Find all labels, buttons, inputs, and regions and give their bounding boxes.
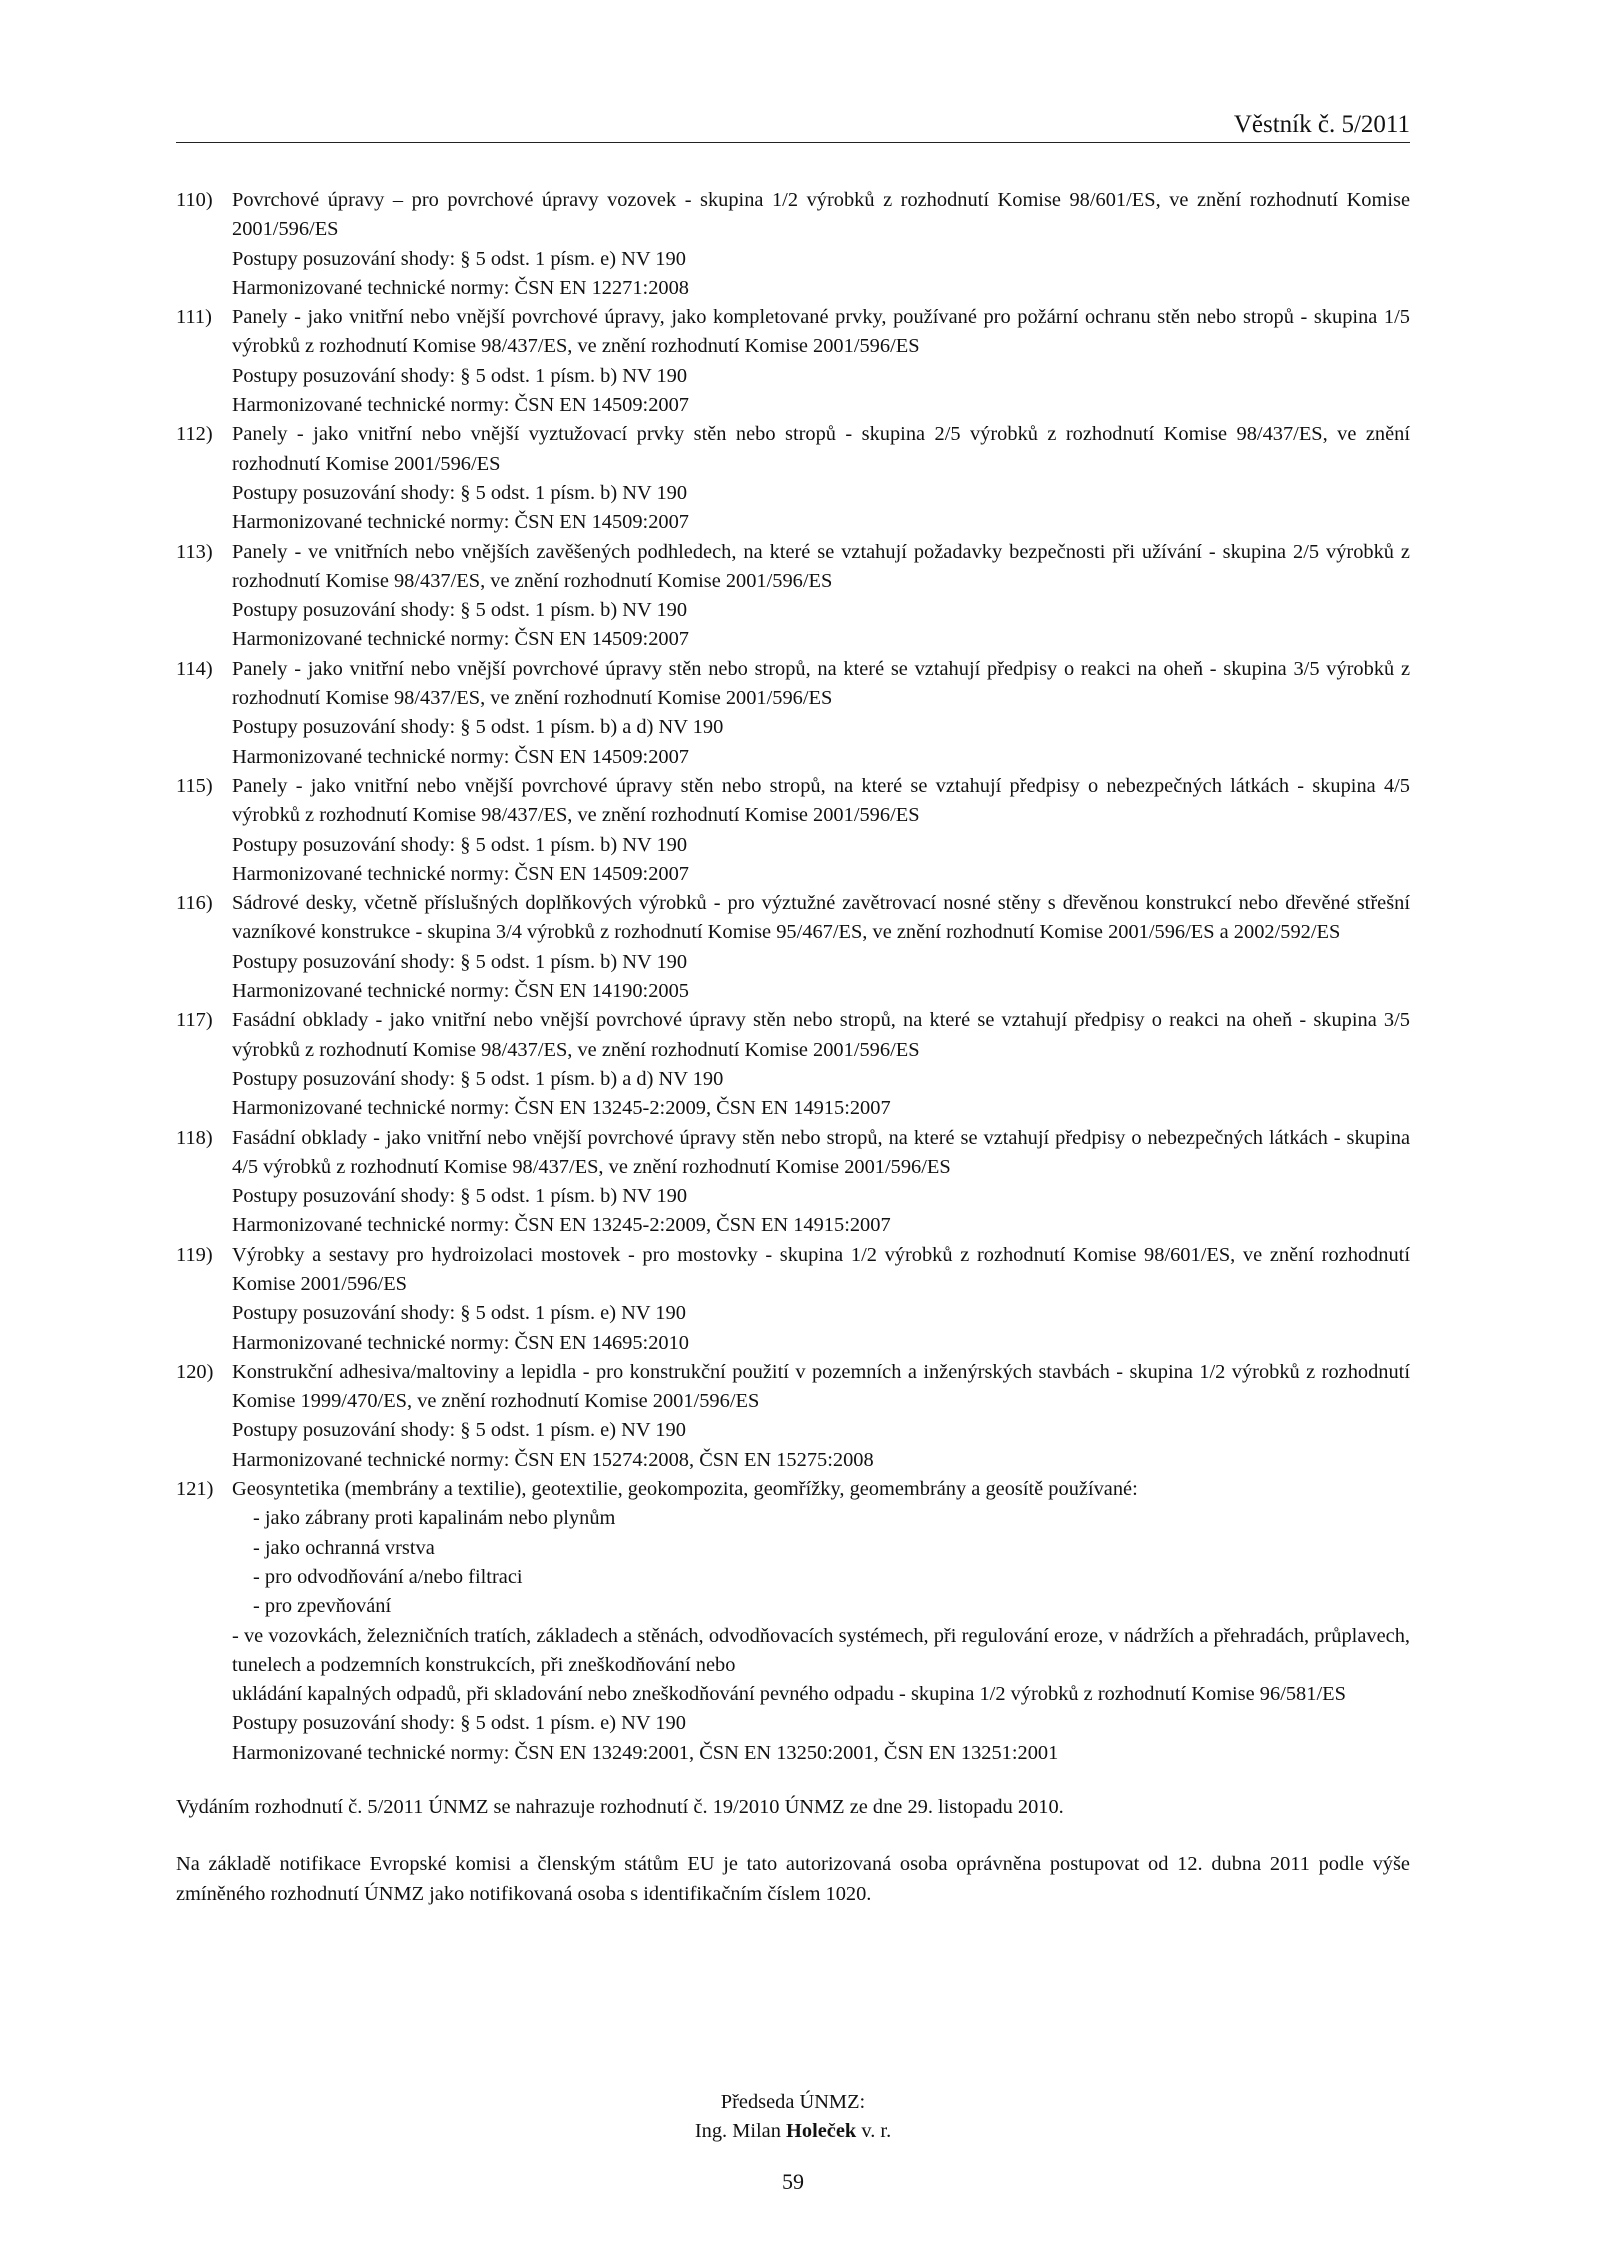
- harmonized-standards: Harmonizované technické normy: ČSN EN 14190:2005: [232, 980, 689, 1003]
- item-number: 110): [176, 189, 213, 211]
- list-item: [176, 538, 1410, 655]
- page-header: [176, 110, 1410, 143]
- assessment-procedure: Postupy posuzování shody: § 5 odst. 1 písm. b) NV 190: [232, 1185, 688, 1208]
- assessment-procedure: Postupy posuzování shody: § 5 odst. 1 písm. b) NV 190: [232, 833, 688, 856]
- list-item: [176, 186, 1410, 303]
- bullet-item: - jako ochranná vrstva: [253, 1536, 435, 1559]
- item-intro: Geosyntetika (membrány a textilie), geotextilie, geokompozita, geomřížky, geomembrány a geosítě používané:: [232, 1478, 1138, 1501]
- item-description: Povrchové úpravy – pro povrchové úpravy vozovek - skupina 1/2 výrobků z rozhodnutí Komise 98/601/ES, ve znění rozhodnutí Komise 2001/596/ES: [232, 189, 1410, 241]
- assessment-procedure: Postupy posuzování shody: § 5 odst. 1 písm. e) NV 190: [232, 247, 686, 270]
- item-number: 119): [176, 1243, 213, 1266]
- item-number: 116): [176, 892, 213, 915]
- assessment-procedure: Postupy posuzování shody: § 5 odst. 1 písm. e) NV 190: [232, 1712, 686, 1735]
- harmonized-standards: Harmonizované technické normy: ČSN EN 13245-2:2009, ČSN EN 14915:2007: [232, 1214, 891, 1237]
- assessment-procedure: Postupy posuzování shody: § 5 odst. 1 písm. b) NV 190: [232, 364, 688, 387]
- item-description: Fasádní obklady - jako vnitřní nebo vnější povrchové úpravy stěn nebo stropů, na které se vztahují předpisy o reakci na oheň - skupina 3/5 výrobků z rozhodnutí Komise 98/437/ES, ve znění rozhodnutí Komise 2001/596/ES: [232, 1009, 1410, 1061]
- main-content: [176, 186, 1410, 1909]
- page-number: 59: [782, 2169, 804, 2194]
- item-number: 111): [176, 306, 212, 329]
- usage-context-1: - ve vozovkách, železničních tratích, základech a stěnách, odvodňovacích systémech, při regulování eroze, v nádržích a přehradách, průplavech, tunelech a podzemních konstrukcích, při zneškodňování nebo: [232, 1624, 1410, 1676]
- item-description: Panely - jako vnitřní nebo vnější povrchové úpravy, jako kompletované prvky, používané pro požární ochranu stěn nebo stropů - skupina 1/5 výrobků z rozhodnutí Komise 98/437/ES, ve znění rozhodnutí Komise 2001/596/ES: [232, 306, 1410, 358]
- assessment-procedure: Postupy posuzování shody: § 5 odst. 1 písm. b) a d) NV 190: [232, 716, 724, 739]
- signatory-surname: Holeček: [786, 2120, 857, 2143]
- list-item: [176, 303, 1410, 420]
- bullet-item: - jako zábrany proti kapalinám nebo plynům: [253, 1507, 616, 1530]
- list-item-121: [176, 1475, 1410, 1768]
- assessment-procedure: Postupy posuzování shody: § 5 odst. 1 písm. e) NV 190: [232, 1302, 686, 1325]
- harmonized-standards: Harmonizované technické normy: ČSN EN 14509:2007: [232, 628, 689, 651]
- signatory-name: Ing. Milan Holeček v. r.: [694, 2120, 892, 2143]
- harmonized-standards: Harmonizované technické normy: ČSN EN 14509:2007: [232, 862, 689, 885]
- usage-context-2: ukládání kapalných odpadů, při skladování nebo zneškodňování pevného odpadu - skupina 1/2 výrobků z rozhodnutí Komise 96/581/ES: [232, 1683, 1346, 1706]
- harmonized-standards: Harmonizované technické normy: ČSN EN 13249:2001, ČSN EN 13250:2001, ČSN EN 13251:2001: [232, 1741, 1059, 1764]
- item-description: Panely - ve vnitřních nebo vnějších zavěšených podhledech, na které se vztahují požadavky bezpečnosti při užívání - skupina 2/5 výrobků z rozhodnutí Komise 98/437/ES, ve znění rozhodnutí Komise 2001/596/ES: [232, 540, 1410, 592]
- item-number: 118): [176, 1126, 213, 1149]
- item-number: 114): [176, 657, 213, 680]
- list-item: [176, 772, 1410, 889]
- journal-title: Věstník č. 5/2011: [1233, 111, 1410, 138]
- item-description: Sádrové desky, včetně příslušných doplňkových výrobků - pro výztužné zavětrovací nosné stěny s dřevěnou konstrukcí nebo dřevěné střešní vazníkové konstrukce - skupina 3/4 výrobků z rozhodnutí Komise 95/467/ES, ve znění rozhodnutí Komise 2001/596/ES a 2002/592/ES: [232, 892, 1410, 944]
- harmonized-standards: Harmonizované technické normy: ČSN EN 12271:2008: [232, 276, 689, 299]
- assessment-procedure: Postupy posuzování shody: § 5 odst. 1 písm. b) NV 190: [232, 599, 688, 622]
- harmonized-standards: Harmonizované technické normy: ČSN EN 14509:2007: [232, 394, 689, 417]
- list-item: [176, 1124, 1410, 1241]
- list-item: [176, 1358, 1410, 1475]
- item-number: 117): [176, 1009, 213, 1032]
- item-number: 115): [176, 774, 213, 797]
- assessment-procedure: Postupy posuzování shody: § 5 odst. 1 písm. e) NV 190: [232, 1419, 686, 1442]
- item-number: 113): [176, 540, 213, 563]
- item-description: Konstrukční adhesiva/maltoviny a lepidla - pro konstrukční použití v pozemních a inženýrských stavbách - skupina 1/2 výrobků z rozhodnutí Komise 1999/470/ES, ve znění rozhodnutí Komise 2001/596/ES: [232, 1360, 1410, 1413]
- list-item: [176, 655, 1410, 772]
- item-description: Panely - jako vnitřní nebo vnější vyztužovací prvky stěn nebo stropů - skupina 2/5 výrobků z rozhodnutí Komise 98/437/ES, ve znění rozhodnutí Komise 2001/596/ES: [232, 423, 1410, 475]
- list-item: [176, 1241, 1410, 1358]
- harmonized-standards: Harmonizované technické normy: ČSN EN 13245-2:2009, ČSN EN 14915:2007: [232, 1097, 891, 1120]
- item-description: Panely - jako vnitřní nebo vnější povrchové úpravy stěn nebo stropů, na které se vztahují předpisy o nebezpečných látkách - skupina 4/5 výrobků z rozhodnutí Komise 98/437/ES, ve znění rozhodnutí Komise 2001/596/ES: [232, 774, 1410, 827]
- bullet-item: - pro zpevňování: [253, 1595, 392, 1618]
- harmonized-standards: Harmonizované technické normy: ČSN EN 14695:2010: [232, 1331, 689, 1354]
- harmonized-standards: Harmonizované technické normy: ČSN EN 14509:2007: [232, 511, 689, 534]
- assessment-procedure: Postupy posuzování shody: § 5 odst. 1 písm. b) a d) NV 190: [232, 1067, 724, 1090]
- bullet-item: - pro odvodňování a/nebo filtraci: [253, 1565, 523, 1588]
- list-item: [176, 1006, 1410, 1123]
- item-description: Panely - jako vnitřní nebo vnější povrchové úpravy stěn nebo stropů, na které se vztahují předpisy o reakci na oheň - skupina 3/5 výrobků z rozhodnutí Komise 98/437/ES, ve znění rozhodnutí Komise 2001/596/ES: [232, 657, 1410, 710]
- item-list: [176, 186, 1410, 1475]
- assessment-procedure: Postupy posuzování shody: § 5 odst. 1 písm. b) NV 190: [232, 950, 688, 973]
- item-description: Fasádní obklady - jako vnitřní nebo vnější povrchové úpravy stěn nebo stropů, na které se vztahují předpisy o nebezpečných látkách - skupina 4/5 výrobků z rozhodnutí Komise 98/437/ES, ve znění rozhodnutí Komise 2001/596/ES: [232, 1126, 1410, 1178]
- list-item: [176, 889, 1410, 1006]
- item-number: 112): [176, 423, 213, 446]
- list-item: [176, 420, 1410, 537]
- item-number: 120): [176, 1360, 214, 1383]
- harmonized-standards: Harmonizované technické normy: ČSN EN 15274:2008, ČSN EN 15275:2008: [232, 1448, 874, 1471]
- harmonized-standards: Harmonizované technické normy: ČSN EN 14509:2007: [232, 745, 689, 768]
- item-number: 121): [176, 1478, 214, 1501]
- signatory-role: Předseda ÚNMZ:: [720, 2091, 866, 2113]
- notification-paragraph: Na základě notifikace Evropské komisi a členským státům EU je tato autorizovaná osoba oprávněna postupovat od 12. dubna 2011 podle výše zmíněného rozhodnutí ÚNMZ jako notifikovaná osoba s identifikačním číslem 1020.: [176, 1853, 1410, 1905]
- assessment-procedure: Postupy posuzování shody: § 5 odst. 1 písm. b) NV 190: [232, 481, 688, 504]
- item-description: Výrobky a sestavy pro hydroizolaci mostovek - pro mostovky - skupina 1/2 výrobků z rozhodnutí Komise 98/601/ES, ve znění rozhodnutí Komise 2001/596/ES: [232, 1243, 1410, 1295]
- signature-block: [176, 2088, 1410, 2147]
- replacement-paragraph: Vydáním rozhodnutí č. 5/2011 ÚNMZ se nahrazuje rozhodnutí č. 19/2010 ÚNMZ ze dne 29. listopadu 2010.: [176, 1796, 1064, 1819]
